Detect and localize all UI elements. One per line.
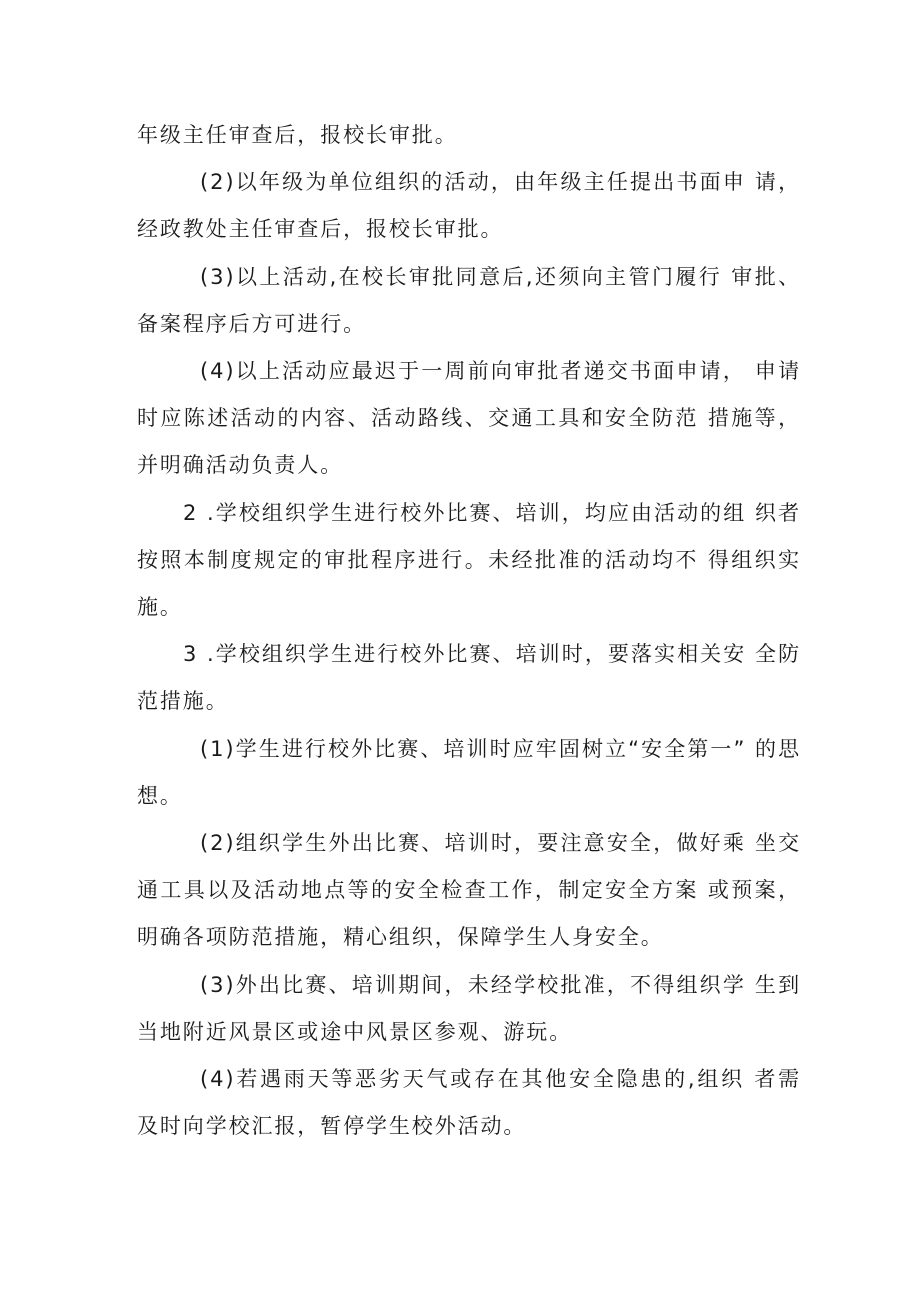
paragraph-item-3-filing: (3)以上活动,在校长审批同意后,还须向主管门履行 审批、备案程序后方可进行。 — [137, 264, 801, 336]
document-body — [137, 112, 801, 1150]
paragraph-item-2-safety-checks: (2)组织学生外出比赛、培训时，要注意安全，做好乘 坐交通工具以及活动地点等的安全检查工作，制定安全方案 或预案，明确各项防范措施，精心组织，保障学生人身安全。 — [137, 831, 801, 950]
paragraph-item-3-no-sightseeing: (3)外出比赛、培训期间，未经学校批准，不得组织学 生到当地附近风景区或途中风景区参观、游玩。 — [137, 972, 801, 1044]
paragraph-continuation: 年级主任审查后，报校长审批。 — [137, 123, 458, 147]
paragraph-section-2: 2 .学校组织学生进行校外比赛、培训，均应由活动的组 织者按照本制度规定的审批程序进行。未经批准的活动均不 得组织实施。 — [137, 500, 801, 620]
paragraph-item-2-grade-activities: (2)以年级为单位组织的活动，由年级主任提出书面申 请，经政教处主任审查后，报校长审批。 — [137, 170, 801, 242]
paragraph-section-3: 3 .学校组织学生进行校外比赛、培训时，要落实相关安 全防范措施。 — [137, 642, 801, 714]
paragraph-item-1-safety-first: (1)学生进行校外比赛、培训时应牢固树立“安全第一” 的思想。 — [137, 736, 801, 808]
paragraph-item-4-application: (4)以上活动应最迟于一周前向审批者递交书面申请， 申请时应陈述活动的内容、活动路线、交通工具和安全防范 措施等，并明确活动负责人。 — [137, 359, 801, 478]
paragraph-item-4-bad-weather: (4)若遇雨天等恶劣天气或存在其他安全隐患的,组织 者需及时向学校汇报，暂停学生校外活动。 — [137, 1067, 801, 1139]
